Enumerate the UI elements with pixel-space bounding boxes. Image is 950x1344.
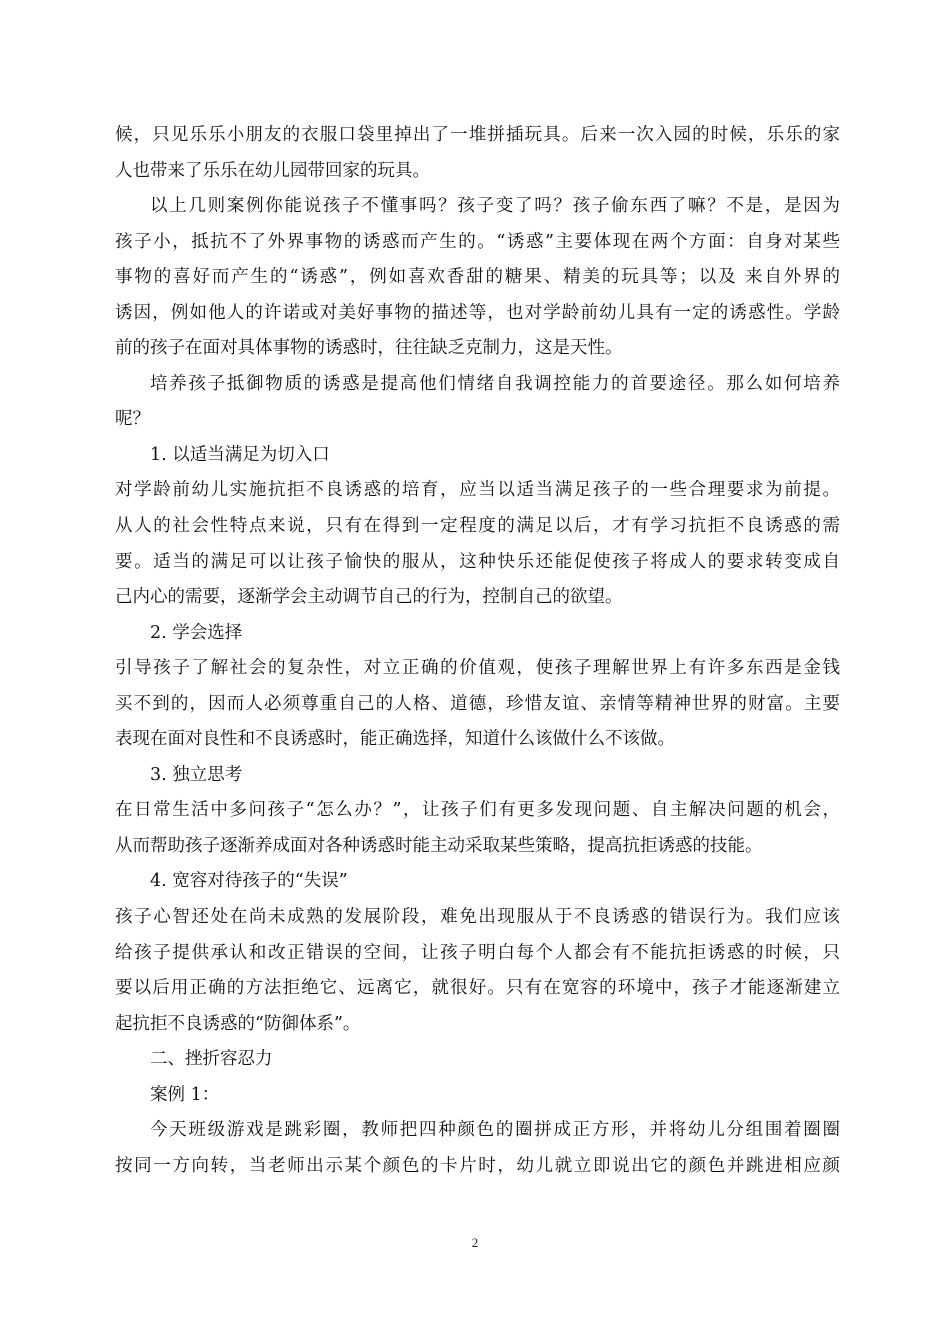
text-line: 事物的喜好而产生的“诱惑”，例如喜欢香甜的糖果、精美的玩具等；以及 来自外界的	[115, 267, 840, 288]
text-line: 从而帮助孩子逐渐养成面对各种诱惑时能主动采取某些策略，提高抗拒诱惑的技能。	[115, 835, 763, 856]
text-line: 二、挫折容忍力	[150, 1049, 273, 1070]
text-line: 2. 学会选择	[150, 622, 243, 643]
text-line: 呢？	[115, 409, 150, 430]
text-line: 3. 独立思考	[150, 764, 243, 785]
text-line: 1. 以适当满足为切入口	[150, 444, 330, 465]
text-line: 候，只见乐乐小朋友的衣服口袋里掉出了一堆拼插玩具。后来一次入园的时候，乐乐的家	[115, 125, 840, 145]
text-line: 在日常生活中多问孩子“怎么办？”，让孩子们有更多发现问题、自主解决问题的机会，	[115, 800, 840, 821]
text-line: 按同一方向转，当老师出示某个颜色的卡片时，幼儿就立即说出它的颜色并跳进相应颜	[115, 1155, 840, 1176]
text-line: 引导孩子了解社会的复杂性，对立正确的价值观，使孩子理解世界上有许多东西是金钱	[115, 658, 840, 679]
text-line: 今天班级游戏是跳彩圈，教师把四种颜色的圈拼成正方形，并将幼儿分组围着圈圈	[150, 1120, 840, 1141]
text-line: 买不到的，因而人必须尊重自己的人格、道德，珍惜友谊、亲情等精神世界的财富。主要	[115, 693, 840, 714]
text-line: 给孩子提供承认和改正错误的空间，让孩子明白每个人都会有不能抗拒诱惑的时候，只	[115, 942, 840, 963]
text-line: 己内心的需要，逐渐学会主动调节自己的行为，控制自己的欲望。	[115, 587, 623, 608]
text-line: 案例 1：	[150, 1084, 220, 1105]
text-line: 人也带来了乐乐在幼儿园带回家的玩具。	[115, 160, 430, 181]
text-line: 要。适当的满足可以让孩子愉快的服从，这种快乐还能促使孩子将成人的要求转变成自	[115, 551, 840, 572]
text-line: 以上几则案例你能说孩子不懂事吗？孩子变了吗？孩子偷东西了嘛？不是，是因为	[150, 196, 840, 217]
text-line: 起抗拒不良诱惑的“防御体系”。	[115, 1013, 361, 1034]
text-line: 要以后用正确的方法拒绝它、远离它，就很好。只有在宽容的环境中，孩子才能逐渐建立	[115, 978, 840, 999]
text-line: 从人的社会性特点来说，只有在得到一定程度的满足以后，才有学习抗拒不良诱惑的需	[115, 516, 840, 537]
text-line: 培养孩子抵御物质的诱惑是提高他们情绪自我调控能力的首要途径。那么如何培养	[150, 373, 840, 394]
text-line: 前的孩子在面对具体事物的诱惑时，往往缺乏克制力，这是天性。	[115, 338, 623, 359]
text-line: 孩子心智还处在尚未成熟的发展阶段，难免出现服从于不良诱惑的错误行为。我们应该	[115, 907, 840, 928]
text-line: 表现在面对良性和不良诱惑时，能正确选择，知道什么该做什么不该做。	[115, 729, 675, 750]
document-body	[115, 118, 840, 1184]
text-line: 诱因，例如他人的许诺或对美好事物的描述等，也对学龄前幼儿具有一定的诱惑性。学龄	[115, 302, 840, 323]
text-line: 对学龄前幼儿实施抗拒不良诱惑的培育，应当以适当满足孩子的一些合理要求为前提。	[115, 480, 840, 501]
page-number: 2	[471, 1235, 479, 1250]
text-line: 孩子小，抵抗不了外界事物的诱惑而产生的。“诱惑”主要体现在两个方面：自身对某些	[115, 231, 840, 252]
text-line: 4. 宽容对待孩子的“失误”	[150, 871, 348, 892]
